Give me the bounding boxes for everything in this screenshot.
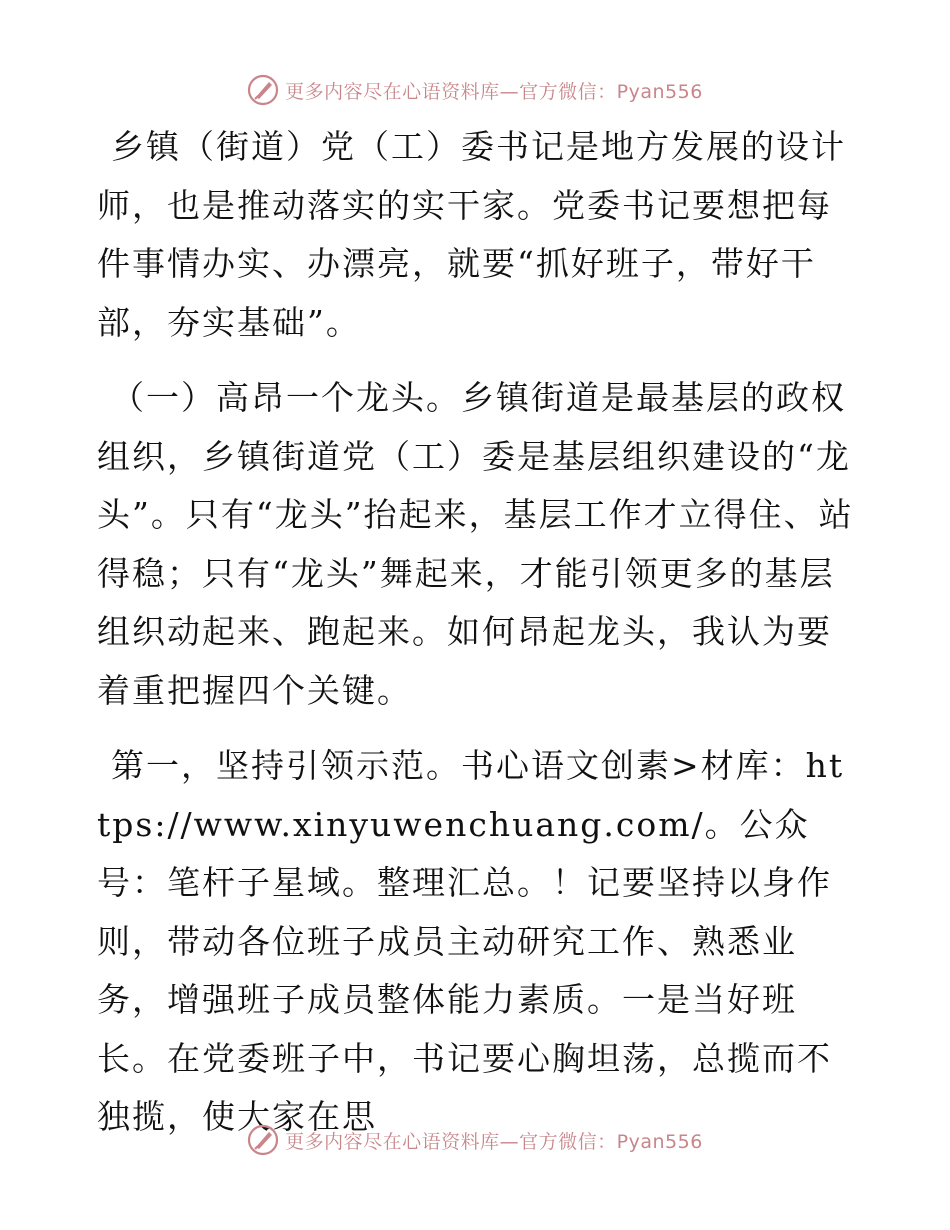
paragraph-intro: 乡镇（街道）党（工）委书记是地方发展的设计师，也是推动落实的实干家。党委书记要想把每件事情办实、办漂亮，就要“抓好班子，带好干部，夯实基础”。 <box>97 127 846 342</box>
header-watermark <box>0 70 950 110</box>
watermark-text: 更多内容尽在心语资料库—官方微信：Pyan556 <box>285 80 703 103</box>
paragraph-first-point: 第一，坚持引领示范。书心语文创素>材库：https://www.xinyuwenchuang.com/。公众号：笔杆子星域。整理汇总。！记要坚持以身作则，带动各位班子成员主动研究工作、熟悉业务，增强班子成员整体能力素质。一是当好班长。在党委班子中，书记要心胸坦荡，总揽而不独揽，使大家在思 <box>97 746 845 1136</box>
paragraph-section-one: （一）高昂一个龙头。乡镇街道是最基层的政权组织，乡镇街道党（工）委是基层组织建设的“龙头”。只有“龙头”抬起来，基层工作才立得住、站得稳；只有“龙头”舞起来，才能引领更多的基层组织动起来、跑起来。如何昂起龙头，我认为要着重把握四个关键。 <box>97 378 854 710</box>
quill-pen-logo-icon <box>247 1124 279 1156</box>
quill-pen-logo-icon <box>247 74 279 106</box>
footer-watermark <box>0 1120 950 1160</box>
document-body <box>97 118 857 1147</box>
watermark-text: 更多内容尽在心语资料库—官方微信：Pyan556 <box>285 1130 703 1153</box>
